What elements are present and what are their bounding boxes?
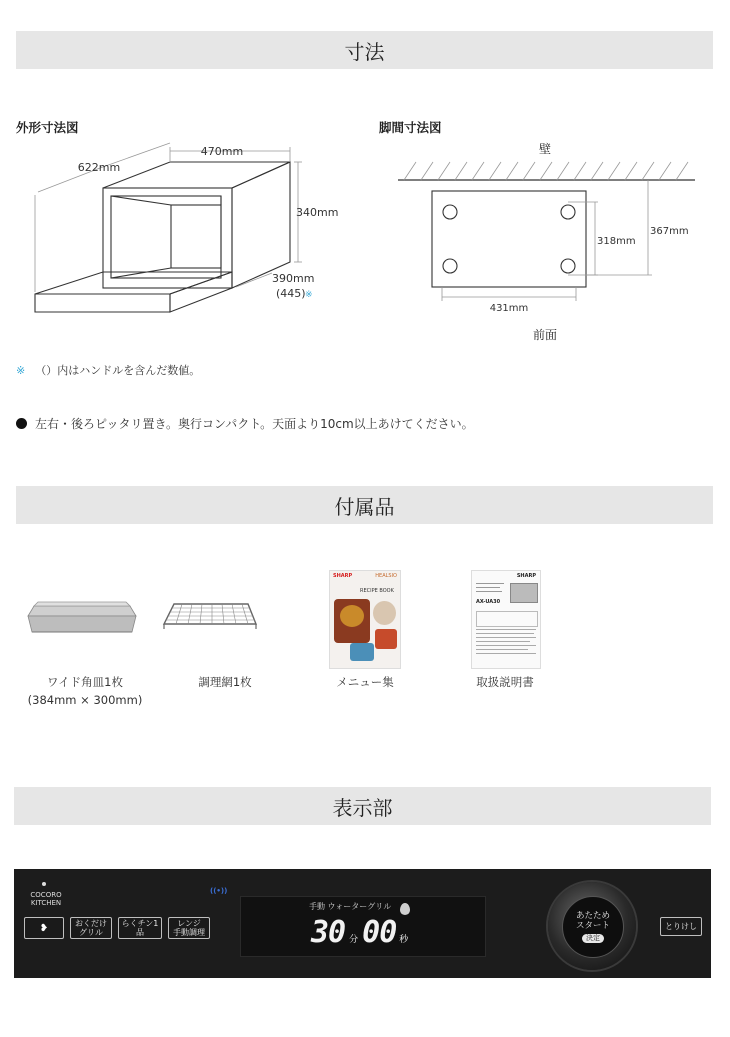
foot-front-right xyxy=(561,259,575,273)
total-depth-label: 367mm xyxy=(650,226,689,237)
accessory-label: 調理網1枚 xyxy=(198,675,252,689)
door-depth-label: 390mm xyxy=(272,272,315,285)
foot-front-left xyxy=(443,259,457,273)
oven-base-outline xyxy=(432,191,586,287)
book-title: RECIPE BOOK xyxy=(360,588,394,594)
section-title-accessories xyxy=(16,486,713,524)
dimension-note xyxy=(16,362,200,378)
bullet-dot xyxy=(16,418,27,429)
tray-icon xyxy=(24,596,140,644)
placement-text: 左右・後ろピッタリ置き。奥行コンパクト。天面より10cm以上あけてください。 xyxy=(35,417,474,431)
height-label: 340mm xyxy=(296,206,339,219)
exterior-dimension-diagram xyxy=(0,135,360,355)
cancel-button[interactable]: とりけし xyxy=(660,917,702,936)
note-text: （）内はハンドルを含んだ数値。 xyxy=(35,364,201,377)
manual-brand: SHARP xyxy=(516,573,536,579)
book-logo: HEALSIO xyxy=(375,573,397,579)
oven-front-face xyxy=(103,188,232,288)
accessory-item-rack xyxy=(150,673,300,691)
foot-rear-right xyxy=(561,205,575,219)
menu-book-icon xyxy=(329,570,401,669)
exterior-diagram-title: 外形寸法図 xyxy=(16,120,79,135)
lcd-mode-text: 手動 ウォーターグリル xyxy=(309,902,392,911)
leg-width-label: 431mm xyxy=(489,303,529,314)
section-title-display xyxy=(14,787,711,825)
section-title-text: 付属品 xyxy=(334,494,395,519)
section-title-text: 寸法 xyxy=(344,39,385,64)
heart-hand-icon: ❥ xyxy=(39,922,49,934)
accessory-item-manual xyxy=(430,673,580,691)
section-title-text: 表示部 xyxy=(332,795,393,820)
lcd-time xyxy=(311,915,408,950)
lcd-seconds: 00 xyxy=(362,915,397,950)
manual-icon xyxy=(471,570,541,669)
asterisk-mark: ※ xyxy=(305,290,313,300)
rack-icon xyxy=(160,598,260,638)
wifi-icon: ((•)) xyxy=(210,887,228,895)
okudake-grill-button[interactable]: おくだけ グリル xyxy=(70,917,112,939)
range-manual-button[interactable]: レンジ 手動調理 xyxy=(168,917,210,939)
oven-cavity xyxy=(111,196,221,278)
lcd-minutes: 30 xyxy=(311,915,346,950)
accessory-item-menu-book xyxy=(290,673,440,691)
cocoro-button[interactable] xyxy=(24,917,64,939)
leg-depth-label: 318mm xyxy=(597,236,636,247)
oven-door-front xyxy=(35,294,170,312)
lcd-seconds-unit: 秒 xyxy=(399,935,409,945)
book-brand: SHARP xyxy=(333,573,353,579)
wall-label: 壁 xyxy=(538,142,552,156)
start-dial[interactable] xyxy=(548,882,636,970)
start-dial-face[interactable]: あたため スタート 決定 xyxy=(562,896,624,958)
confirm-badge: 決定 xyxy=(582,934,604,943)
accessory-label: ワイド角皿1枚 xyxy=(47,675,123,689)
wall-hatching xyxy=(404,162,688,180)
front-label: 前面 xyxy=(532,328,558,342)
cocoro-kitchen-logo: COCORO KITCHEN xyxy=(30,891,62,907)
width-label: 470mm xyxy=(200,145,244,158)
book-photo-side xyxy=(373,601,396,625)
rakuchin-button[interactable]: らくチン1品 xyxy=(118,917,162,939)
manual-model: AX-UA30 xyxy=(476,599,501,605)
depth-label: 622mm xyxy=(77,161,121,174)
oven-cavity-back xyxy=(171,205,221,268)
leg-diagram-title: 脚間寸法図 xyxy=(379,120,442,135)
lcd-display xyxy=(240,896,486,957)
placement-bullet xyxy=(16,415,474,432)
panel-indicator-dot xyxy=(42,882,46,886)
leg-dimension-diagram xyxy=(390,135,710,350)
accessory-sub: (384mm × 300mm) xyxy=(27,693,143,707)
note-mark: ※ xyxy=(16,364,26,377)
control-panel xyxy=(14,869,711,978)
accessory-label: 取扱説明書 xyxy=(476,675,534,689)
water-drop-icon xyxy=(400,903,410,915)
lcd-minutes-unit: 分 xyxy=(349,935,359,945)
door-depth-handle-label: (445) xyxy=(276,287,306,300)
oven-side-face xyxy=(232,162,290,288)
section-title-dimensions xyxy=(16,31,713,69)
accessory-label: メニュー集 xyxy=(336,675,394,689)
accessory-item-tray xyxy=(10,673,160,709)
foot-rear-left xyxy=(443,205,457,219)
